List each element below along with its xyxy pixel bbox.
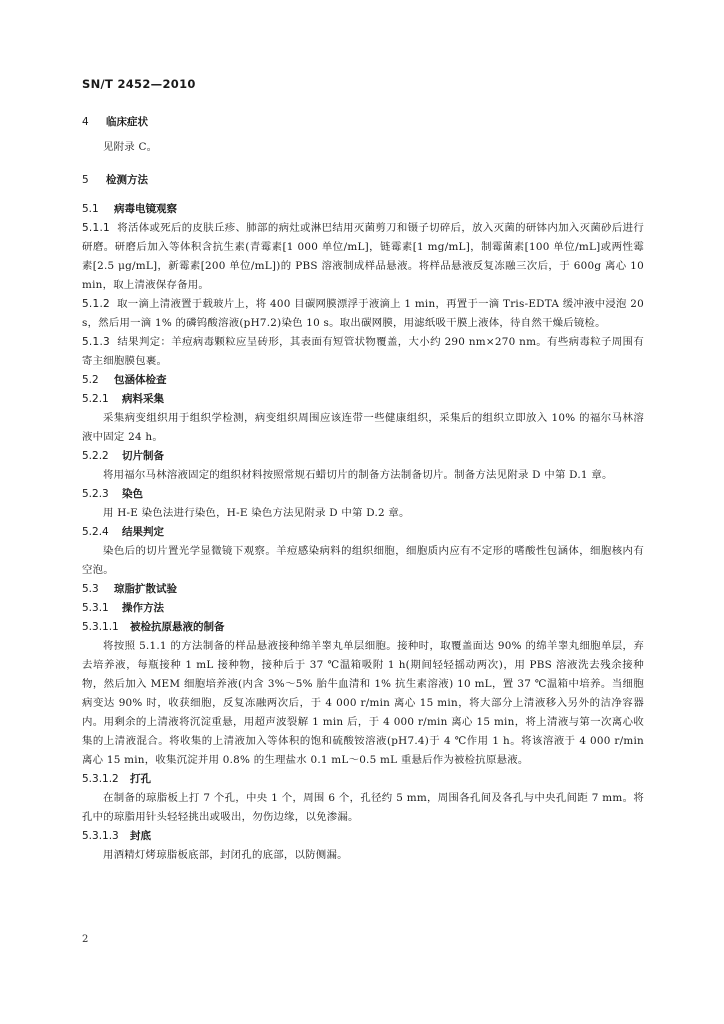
section-4-text: 见附录 C。	[103, 141, 158, 153]
page-number: 2	[82, 934, 89, 945]
section-5-2-heading: 5.2 包涵体检查	[82, 374, 167, 386]
section-5-1-heading: 5.1 病毒电镜观察	[82, 203, 177, 215]
section-5-2-1-text: 采集病变组织用于组织学检测，病变组织周围应该连带一些健康组织，采集后的组织立即放入 10% 的福尔马林溶液中固定 24 h。	[82, 412, 644, 443]
document-body	[82, 113, 644, 865]
section-5-3-heading: 5.3 琼脂扩散试验	[82, 583, 177, 595]
section-5-3-1-3-text: 用酒精灯烤琼脂板底部，封闭孔的底部，以防侧漏。	[103, 849, 348, 861]
section-5-3-1-2-heading: 5.3.1.2 打孔	[82, 773, 151, 785]
section-5-2-4-text: 染色后的切片置光学显微镜下观察。羊痘感染病料的组织细胞，细胞质内应有不定形的嗜酸性包涵体，细胞核内有空泡。	[82, 545, 644, 576]
section-5-2-4-heading: 5.2.4 结果判定	[82, 526, 164, 538]
section-5-2-2-heading: 5.2.2 切片制备	[82, 450, 164, 462]
standard-code-header: SN/T 2452—2010	[82, 77, 196, 91]
section-5-2-2-text: 将用福尔马林溶液固定的组织材料按照常规石蜡切片的制备方法制备切片。制备方法见附录 D 中第 D.1 章。	[103, 469, 613, 481]
section-5-3-1-3-heading: 5.3.1.3 封底	[82, 830, 151, 842]
section-5-2-1-heading: 5.2.1 病料采集	[82, 393, 164, 405]
section-5-1-3-paragraph: 5.1.3 结果判定：羊痘病毒颗粒应呈砖形，其表面有短管状物覆盖，大小约 290 nm×270 nm。有些病毒粒子周围有寄主细胞膜包裹。	[82, 336, 645, 367]
section-5-2-3-heading: 5.2.3 染色	[82, 488, 143, 500]
section-5-heading: 5 检测方法	[82, 174, 148, 186]
section-5-1-1-paragraph: 5.1.1 将活体或死后的皮肤丘疹、肺部的病灶或淋巴结用灭菌剪刀和镊子切碎后，放入灭菌的研钵内加入灭菌砂后进行研磨。研磨后加入等体积含抗生素(青霉素[1 000 单位/mL]，链霉素[1 mg/mL]，制霉菌素[100 单位/mL]或两性霉素[2.5 μg/mL]，新霉素[200 单位/mL])的 PBS 溶液制成样品悬液。将样品悬液反复冻融三次后，于 600g 离心 10 min，取上清液保存备用。	[82, 222, 644, 291]
section-5-1-2-paragraph: 5.1.2 取一滴上清液置于载玻片上，将 400 目碳网膜漂浮于液滴上 1 min，再置于一滴 Tris-EDTA 缓冲液中浸泡 20 s，然后用一滴 1% 的磷钨酸溶液(pH7.2)染色 10 s。取出碳网膜，用滤纸吸干膜上液体，待自然干燥后镜检。	[82, 298, 644, 329]
section-5-3-1-1-text: 将按照 5.1.1 的方法制备的样品悬液接种绵羊睾丸单层细胞。接种时，取覆盖面达 90% 的绵羊睾丸细胞单层，弃去培养液，每瓶接种 1 mL 接种物，接种后于 37 ℃温箱吸附 1 h(期间轻轻摇动两次)，用 PBS 溶液洗去残余接种物，然后加入 MEM 细胞培养液(内含 3%～5% 胎牛血清和 1% 抗生素溶液) 10 mL，置 37 ℃温箱中培养。当细胞病变达 90% 时，收获细胞，反复冻融两次后，于 4 000 r/min 离心 15 min，将大部分上清液移入另外的洁净容器内。用剩余的上清液将沉淀重悬，用超声波裂解 1 min 后，于 4 000 r/min 离心 15 min，将上清液与第一次离心收集的上清液混合。将收集的上清液加入等体积的饱和硫酸铵溶液(pH7.4)于 4 ℃作用 1 h。将该溶液于 4 000 r/min 离心 15 min，收集沉淀并用 0.8% 的生理盐水 0.1 mL～0.5 mL 重悬后作为被检抗原悬液。	[82, 640, 644, 766]
section-4-heading: 4 临床症状	[82, 116, 148, 128]
section-5-3-1-1-heading: 5.3.1.1 被检抗原悬液的制备	[82, 621, 225, 633]
section-5-2-3-text: 用 H-E 染色法进行染色，H-E 染色方法见附录 D 中第 D.2 章。	[103, 507, 410, 519]
section-5-3-1-heading: 5.3.1 操作方法	[82, 602, 164, 614]
section-5-3-1-2-text: 在制备的琼脂板上打 7 个孔，中央 1 个，周围 6 个，孔径约 5 mm，周围各孔间及各孔与中央孔间距 7 mm。将孔中的琼脂用针头轻轻挑出或吸出，勿伤边缘，以免渗漏。	[82, 792, 644, 823]
